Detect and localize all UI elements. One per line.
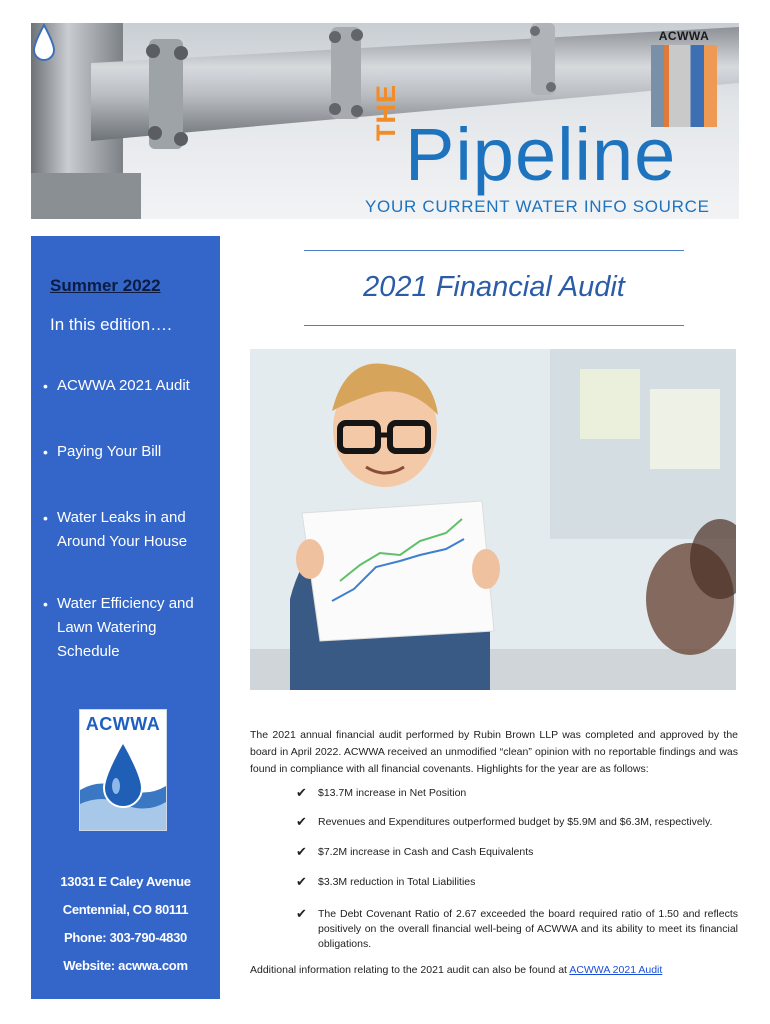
toc-item-water-efficiency: • Water Efficiency and Lawn Watering Schedule [41,592,219,664]
checkmark-icon: ✔ [296,874,307,889]
sidebar [31,236,220,999]
banner-logo-text: ACWWA [658,29,710,43]
highlight-text: Revenues and Expenditures outperformed budget by $5.9M and $6.3M, respectively. [318,816,713,828]
article-title: 2021 Financial Audit [363,271,625,303]
title-rule-top [304,250,684,251]
toc-item-audit: • ACWWA 2021 Audit [41,374,219,398]
child-with-chart-photo [250,349,736,690]
toc-item-water-leaks: • Water Leaks in and Around Your House [41,506,219,554]
address-website: Website: acwwa.com [63,958,188,973]
address-street: 13031 E Caley Avenue [60,874,191,889]
article-intro: The 2021 annual financial audit performed by Rubin Brown LLP was completed and approved by the board in April 2022. ACWWA received an unmodified “clean” opinion with no reportable findings and was found in compliance with all financial covenants. Highlights for the year are as follows: [250,729,738,775]
checkmark-icon: ✔ [296,785,307,800]
banner-the-word: THE [371,84,401,141]
highlight-text: The Debt Covenant Ratio of 2.67 exceeded the board required ratio of 1.50 and reflects positively on the overall financial well-being of ACWWA and its ability to meet its financial obligations. [318,908,738,950]
edition-label: In this edition…. [50,315,172,334]
address-city: Centennial, CO 80111 [62,902,189,917]
photo-illustration [250,349,736,690]
address-phone: Phone: 303-790-4830 [64,930,187,945]
checkmark-icon: ✔ [296,814,307,829]
newsletter-banner [31,23,739,219]
contact-address [31,868,220,980]
toc-item-paying-bill: • Paying Your Bill [41,440,219,464]
season-label: Summer 2022 [50,276,161,295]
acwwa-logo-text: ACWWA [85,714,161,734]
footer-note-text: Additional information relating to the 2021 audit can also be found at [250,964,570,976]
highlight-text: $7.2M increase in Cash and Cash Equivalents [318,846,534,858]
water-drop-icon [31,23,57,63]
acwwa-logo [79,709,167,831]
banner-title: Pipeline [405,113,677,196]
banner-tagline: YOUR CURRENT WATER INFO SOURCE [365,197,710,216]
audit-footer-note [250,964,738,976]
checkmark-icon: ✔ [296,906,307,921]
water-drop-icon [80,734,166,830]
checkmark-icon: ✔ [296,844,307,859]
title-rule-bottom [304,325,684,326]
audit-link[interactable]: ACWWA 2021 Audit [569,964,663,976]
highlight-text: $13.7M increase in Net Position [318,787,467,799]
highlight-text: $3.3M reduction in Total Liabilities [318,876,476,888]
